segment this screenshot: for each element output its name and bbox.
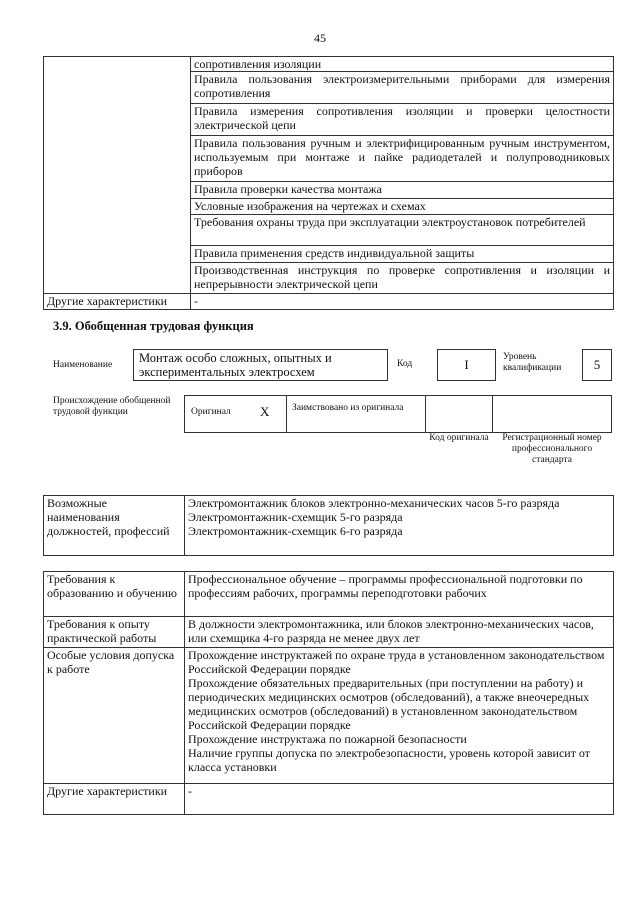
- knowledge-item: Условные изображения на чертежах и схемах: [191, 199, 614, 215]
- code-label: Код: [397, 359, 413, 369]
- knowledge-item: Правила применения средств индивидуальной защиты: [191, 246, 614, 263]
- name-label: Наименование: [53, 360, 113, 370]
- education-value: Профессиональное обучение – программы профессиональной подготовки по профессиям рабочих, программы переподготовки рабочих: [185, 572, 614, 617]
- code-original-caption: Код оригинала: [429, 433, 489, 443]
- page-number: 45: [314, 31, 326, 45]
- section-title: 3.9. Обобщенная трудовая функция: [53, 319, 254, 333]
- knowledge-item: Правила пользования ручным и электрифицированным ручным инструментом, используемым при монтаже и пайке радиодеталей и полупроводниковых приборов: [191, 136, 614, 182]
- other-label: Другие характеристики: [44, 784, 185, 815]
- admission-item: Наличие группы допуска по электробезопасности, уровень которой зависит от класса установки: [188, 746, 591, 774]
- table-row: [44, 294, 614, 310]
- code-value: I: [437, 349, 496, 381]
- borrowed-label: Заимствовано из оригинала: [292, 403, 404, 413]
- positions-table: [43, 495, 614, 556]
- admission-item: Прохождение обязательных предварительных (при поступлении на работу) и периодических медицинских осмотров (обследований), а также внеочередных медицинских осмотров (обследований) в установленном законодательством Российской Федерации порядке: [188, 676, 590, 732]
- education-label: Требования к образованию и обучению: [44, 572, 185, 617]
- requirements-table: [43, 571, 614, 815]
- name-box: [133, 349, 388, 381]
- other-characteristics-value: -: [191, 294, 614, 310]
- admission-label: Особые условия допуска к работе: [44, 648, 185, 784]
- divider: [425, 396, 426, 432]
- knowledge-item: Правила пользования электроизмерительными приборами для измерения сопротивления: [191, 72, 614, 104]
- level-label: Уровень квалификации: [503, 352, 562, 373]
- continued-knowledge-table: [43, 56, 614, 310]
- original-label: Оригинал: [191, 407, 231, 417]
- position-item: Электромонтажник-схемщик 6-го разряда: [188, 524, 403, 538]
- knowledge-item: Правила измерения сопротивления изоляции и проверки целостности электрической цепи: [191, 104, 614, 136]
- position-item: Электромонтажник-схемщик 5-го разряда: [188, 510, 403, 524]
- table-row: [44, 648, 614, 784]
- origin-label: Происхождение обобщенной трудовой функции: [53, 396, 171, 417]
- reg-number-caption: Регистрационный номер профессионального стандарта: [502, 433, 602, 465]
- admission-item: Прохождение инструктажей по охране труда в установленном законодательством Российской Федерации порядке: [188, 648, 605, 676]
- table-row: [44, 496, 614, 556]
- level-value: 5: [582, 349, 612, 381]
- admission-item: Прохождение инструктажа по пожарной безопасности: [188, 732, 467, 746]
- divider: [492, 396, 493, 432]
- other-value: -: [185, 784, 614, 815]
- empty-label-cell: [44, 57, 191, 294]
- admission-values: [185, 648, 614, 784]
- original-mark: X: [260, 404, 270, 419]
- knowledge-item: Производственная инструкция по проверке сопротивления и изоляции и непрерывности электрической цепи: [191, 263, 614, 294]
- positions-label: Возможные наименования должностей, профессий: [44, 496, 185, 556]
- experience-label: Требования к опыту практической работы: [44, 617, 185, 648]
- table-row: [44, 617, 614, 648]
- experience-value: В должности электромонтажника, или блоков электронно-механических часов, или схемщика 4-го разряда не менее двух лет: [185, 617, 614, 648]
- table-row: [44, 572, 614, 617]
- divider: [286, 396, 287, 432]
- origin-box: [184, 395, 612, 433]
- knowledge-item: Требования охраны труда при эксплуатации электроустановок потребителей: [191, 215, 614, 246]
- table-row: [44, 57, 614, 72]
- knowledge-item: сопротивления изоляции: [191, 57, 614, 72]
- table-row: [44, 784, 614, 815]
- name-value: Монтаж особо сложных, опытных и экспериментальных электросхем: [139, 351, 332, 379]
- other-characteristics-label: Другие характеристики: [44, 294, 191, 310]
- position-item: Электромонтажник блоков электронно-механических часов 5-го разряда: [188, 496, 560, 510]
- positions-values: [185, 496, 614, 556]
- knowledge-item: Правила проверки качества монтажа: [191, 182, 614, 199]
